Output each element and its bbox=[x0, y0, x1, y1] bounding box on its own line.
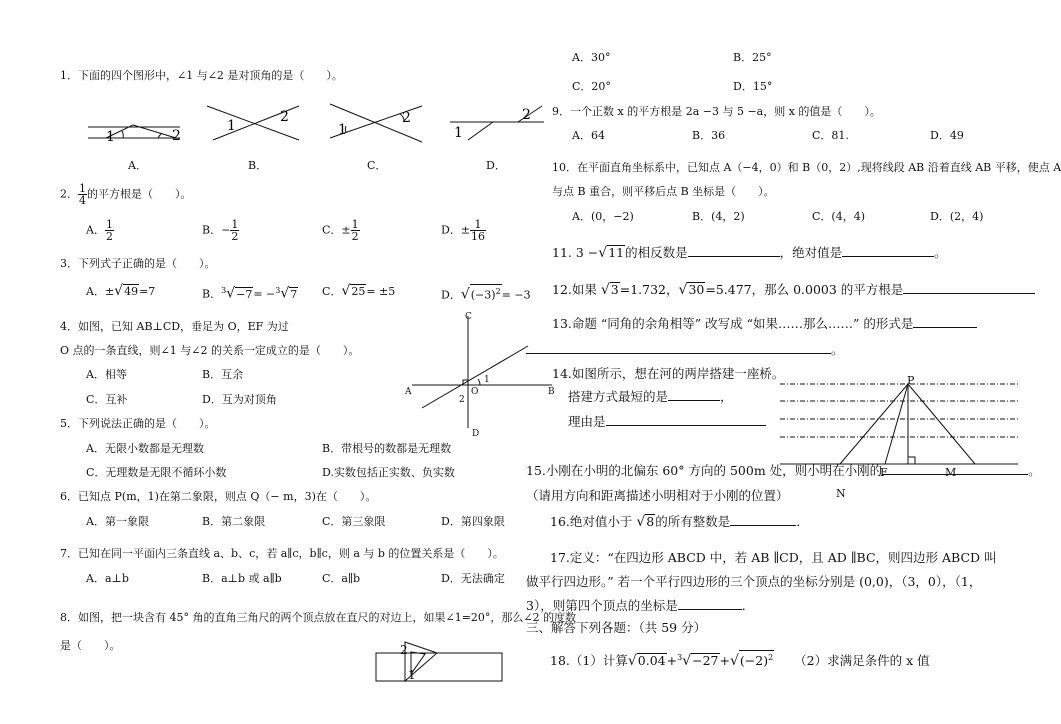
q4-label-d: D bbox=[472, 429, 480, 439]
q17-line2: 做平行四边形。” 若一个平行四边形的三个顶点的坐标分别是 (0,0)，（3，0），（1， bbox=[526, 574, 982, 589]
q6-option-b[interactable]: B．第二象限 bbox=[202, 515, 266, 528]
q4-figure bbox=[400, 308, 560, 438]
q14-line2: 搭建方式最短的是 ， bbox=[568, 389, 733, 404]
q11-text: 11. 3 −√11的相反数是 ，绝对值是 。 bbox=[552, 245, 947, 261]
q8-option-c[interactable]: C．20° bbox=[572, 80, 611, 93]
q8-line2: 是（ ）。 bbox=[60, 639, 121, 652]
q3-option-a[interactable]: A．±√49=7 bbox=[86, 283, 156, 299]
q7-text: 7．已知在同一平面内三条直线 a、b、c，若 a∥c，b∥c，则 a 与 b 的位置关系是（ ）。 bbox=[60, 547, 504, 560]
q10-option-a[interactable]: A．(0，−2) bbox=[572, 210, 634, 223]
q3-option-c[interactable]: C．√25= ±5 bbox=[322, 283, 396, 299]
q4-label-o: O bbox=[471, 387, 479, 397]
q3-text: 3．下列式子正确的是（ ）。 bbox=[60, 257, 216, 270]
q17-line1: 17.定义：“在四边形 ABCD 中，若 AB ∥CD，且 AD ∥BC，则四边形 ABCD 叫 bbox=[550, 550, 997, 565]
q2-option-b[interactable]: B．− $\frac{1}{2}$ bbox=[202, 218, 239, 243]
q8-option-a[interactable]: A．30° bbox=[572, 51, 611, 64]
q13-blank-1[interactable] bbox=[913, 316, 977, 328]
q9-text: 9．一个正数 x 的平方根是 2a −3 与 5 −a，则 x 的值是（ ）。 bbox=[552, 105, 881, 118]
q10-line2: 与点 B 重合，则平移后点 B 坐标是（ ）。 bbox=[552, 185, 775, 198]
q2-option-d[interactable]: D．± $\frac{1}{16}$ bbox=[441, 218, 486, 243]
q13-line2: 。 bbox=[526, 342, 844, 358]
q7-option-c[interactable]: C．a∥b bbox=[322, 572, 361, 585]
q7-option-d[interactable]: D．无法确定 bbox=[441, 572, 505, 585]
q14-line1: 14.如图所示，想在河的两岸搭建一座桥。 bbox=[552, 366, 785, 381]
q3-option-b[interactable]: B．$^3$√−7= −$^3$√7 bbox=[202, 285, 298, 302]
q2-option-a[interactable]: A． $\frac{1}{2}$ bbox=[86, 218, 113, 243]
q14-label-m: M bbox=[945, 466, 957, 479]
q3-option-d[interactable]: D．$√(-3)^2= -3$ bbox=[441, 284, 531, 303]
q12-blank[interactable] bbox=[903, 282, 1035, 294]
q6-option-d[interactable]: D．第四象限 bbox=[441, 515, 505, 528]
svg-text:1: 1 bbox=[227, 118, 236, 134]
svg-text:2: 2 bbox=[172, 128, 181, 144]
q1-option-c[interactable]: C． bbox=[367, 159, 387, 172]
q14-label-n: N bbox=[836, 487, 846, 500]
q1-figure-d bbox=[448, 100, 548, 145]
q10-line1: 10．在平面直角坐标系中，已知点 A（−4，0）和 B（0，2）,现将线段 AB 沿着直线 AB 平移，使点 A bbox=[552, 161, 1061, 174]
q17-line3: 3），则第四个顶点的坐标是 . bbox=[526, 598, 746, 613]
q4-line1: 4．如图，已知 AB⊥CD，垂足为 O，EF 为过 bbox=[60, 320, 289, 333]
q15-line1: 15.小刚在小明的北偏东 60° 方向的 500m 处，则小明在小刚的 。 bbox=[526, 463, 1041, 478]
q5-option-b[interactable]: B．带根号的数都是无理数 bbox=[322, 442, 452, 455]
q2-text: 2． $\frac{1}{4}$ 的平方根是（ ）。 bbox=[60, 182, 192, 207]
q7-option-b[interactable]: B．a⊥b 或 a∥b bbox=[202, 572, 282, 585]
q6-text: 6．已知点 P(m，1)在第二象限，则点 Q（− m，3)在（ ）。 bbox=[60, 490, 377, 503]
q14-river-figure bbox=[780, 378, 1020, 468]
q4-option-a[interactable]: A．相等 bbox=[86, 368, 127, 381]
q4-label-b: B bbox=[548, 387, 555, 397]
q15-blank[interactable] bbox=[882, 463, 1028, 475]
q4-line2: O 点的一条直线，则∠1 与∠2 的关系一定成立的是（ ）。 bbox=[60, 344, 360, 357]
q17-blank[interactable] bbox=[678, 598, 742, 610]
q9-option-a[interactable]: A．64 bbox=[572, 129, 605, 142]
q4-option-c[interactable]: C．互补 bbox=[86, 393, 128, 406]
q1-figure-a bbox=[88, 104, 183, 144]
q11-blank-1[interactable] bbox=[688, 245, 780, 257]
q2-option-c[interactable]: C．± $\frac{1}{2}$ bbox=[322, 218, 359, 243]
q5-option-a[interactable]: A．无限小数都是无理数 bbox=[86, 442, 204, 455]
q10-option-b[interactable]: B．(4，2) bbox=[692, 210, 745, 223]
q1-option-d[interactable]: D． bbox=[486, 159, 506, 172]
q1-figure-c bbox=[330, 100, 425, 145]
q12-text: 12.如果 √3=1.732，√30=5.477，那么 0.0003 的平方根是 bbox=[552, 282, 1035, 298]
q8-option-b[interactable]: B．25° bbox=[733, 51, 772, 64]
q9-option-d[interactable]: D．49 bbox=[930, 129, 964, 142]
q10-option-c[interactable]: C．(4，4) bbox=[812, 210, 865, 223]
q13-blank-2[interactable] bbox=[526, 342, 831, 354]
q4-label-1: 1 bbox=[484, 375, 490, 385]
q14-blank-1[interactable] bbox=[668, 389, 720, 401]
q8-label-1: 1 bbox=[408, 668, 416, 682]
svg-text:2: 2 bbox=[522, 107, 531, 123]
q4-option-b[interactable]: B．互余 bbox=[202, 368, 244, 381]
q1-option-b[interactable]: B． bbox=[248, 159, 268, 172]
q16-text: 16.绝对值小于 √8的所有整数是 . bbox=[550, 514, 801, 530]
q1-figure-b bbox=[207, 100, 302, 145]
q18-text: 18.（1）计算$√0.04+^3√-27+√(-2)^2$ （2）求满足条件的 x 值 bbox=[550, 650, 930, 669]
q4-label-c: C bbox=[465, 312, 472, 322]
svg-text:1: 1 bbox=[338, 122, 347, 138]
q9-option-b[interactable]: B．36 bbox=[692, 129, 726, 142]
svg-text:2: 2 bbox=[280, 109, 289, 125]
q14-label-p: P bbox=[907, 374, 915, 387]
q4-label-a: A bbox=[405, 387, 412, 397]
svg-text:1: 1 bbox=[454, 125, 463, 141]
q8-label-2: 2 bbox=[400, 643, 408, 657]
q14-label-f: F bbox=[880, 466, 888, 479]
q4-label-2: 2 bbox=[459, 395, 465, 405]
q14-blank-2[interactable] bbox=[606, 414, 766, 426]
q8-line1: 8．如图，把一块含有 45° 角的直角三角尺的两个顶点放在直尺的对边上，如果∠1=20°，那么∠2 的度数 bbox=[60, 611, 577, 624]
q5-option-d[interactable]: D.实数包括正实数、负实数 bbox=[322, 466, 455, 479]
q1-text: 1．下面的四个图形中，∠1 与∠2 是对顶角的是（ ）。 bbox=[60, 69, 343, 82]
q5-option-c[interactable]: C．无理数是无限不循环小数 bbox=[86, 466, 227, 479]
section3-title: 三、解答下列各题：（共 59 分） bbox=[526, 620, 707, 635]
q15-line2: （请用方向和距离描述小明相对于小刚的位置） bbox=[526, 488, 789, 503]
q16-blank[interactable] bbox=[730, 514, 796, 526]
q8-figure bbox=[375, 640, 505, 684]
q5-text: 5．下列说法正确的是（ ）。 bbox=[60, 417, 216, 430]
q10-option-d[interactable]: D．(2，4) bbox=[930, 210, 984, 223]
svg-text:1: 1 bbox=[106, 129, 115, 145]
q1-option-a[interactable]: A． bbox=[128, 159, 147, 172]
q6-option-c[interactable]: C．第三象限 bbox=[322, 515, 386, 528]
q6-option-a[interactable]: A．第一象限 bbox=[86, 515, 149, 528]
q7-option-a[interactable]: A．a⊥b bbox=[86, 572, 129, 585]
svg-text:2: 2 bbox=[402, 110, 411, 126]
q8-option-d[interactable]: D．15° bbox=[733, 80, 773, 93]
q14-line3: 理由是 bbox=[568, 414, 766, 430]
q13-line1: 13.命题 “同角的余角相等” 改写成 “如果……那么……” 的形式是 bbox=[552, 316, 977, 332]
q4-option-d[interactable]: D．互为对顶角 bbox=[202, 393, 277, 406]
q11-blank-2[interactable] bbox=[842, 245, 934, 257]
q9-option-c[interactable]: C．81. bbox=[812, 129, 849, 142]
